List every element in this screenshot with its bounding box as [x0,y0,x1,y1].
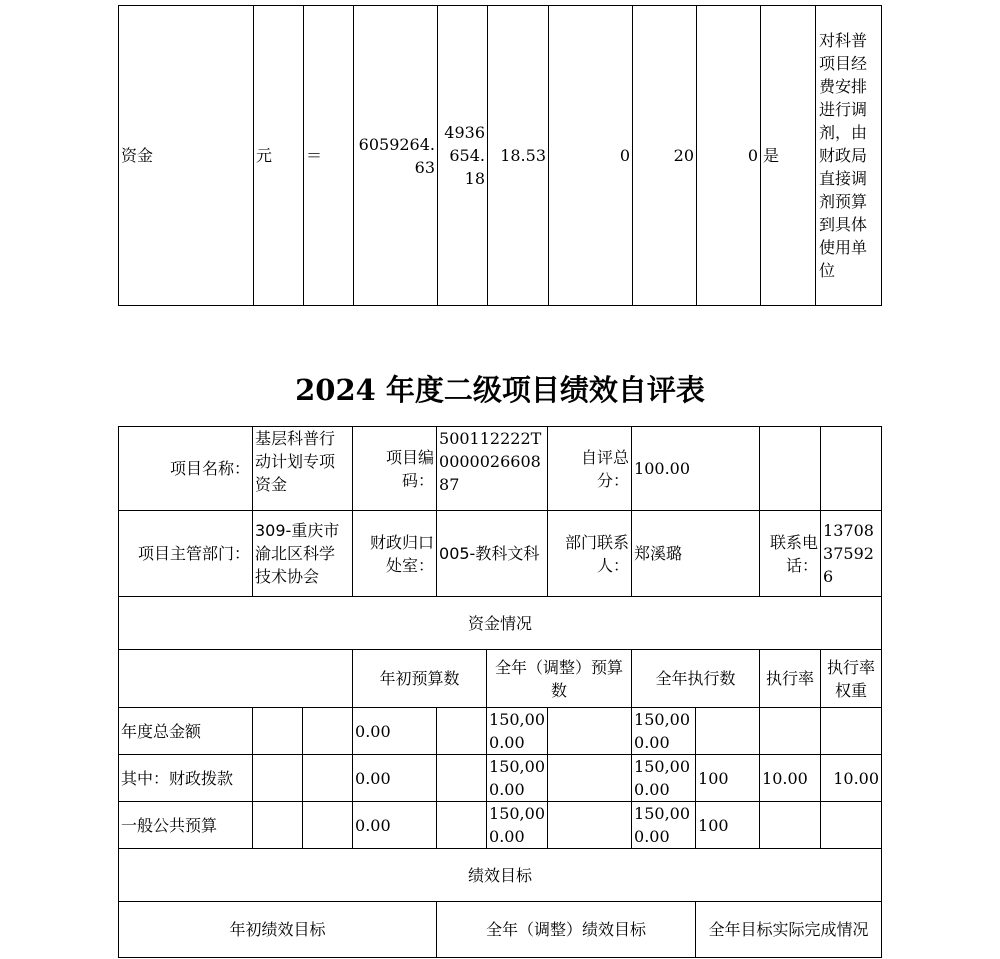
performance-section-title: 绩效目标 [119,849,882,902]
table-row [119,6,882,306]
contact-name: 郑溪璐 [632,511,760,597]
project-code-label: 项目编码： [353,427,437,511]
header-adjusted-budget: 全年（调整）预算数 [487,650,632,708]
exec-score-value: 10.00 [821,755,882,802]
table-row [119,849,882,902]
empty-cell [548,708,632,755]
finance-office: 005-教科文科 [437,511,548,597]
empty-cell [548,802,632,849]
exec-rate-value [696,708,760,755]
adjusted-budget-value: 150,000.00 [487,802,548,849]
actual-completion-header: 全年目标实际完成情况 [696,902,882,958]
funds-section-title: 资金情况 [119,597,882,650]
target-value: 6059264.63 [354,6,438,306]
phone-number: 13708375926 [821,511,882,597]
initial-budget-value: 0.00 [353,708,437,755]
table-row [119,427,882,511]
adjusted-budget-value: 150,000.00 [487,755,548,802]
header-exec-weight: 执行率权重 [821,650,882,708]
flag-value: 是 [761,6,816,306]
self-score: 100.00 [632,427,760,511]
table-row [119,755,882,802]
project-name-label: 项目名称： [119,427,253,511]
indicator-table [118,5,882,306]
dept-name: 309-重庆市渝北区科学技术协会 [253,511,353,597]
empty-cell [821,427,882,511]
executed-value: 150,000.00 [632,755,696,802]
weight-value: 18.53 [488,6,549,306]
initial-goal-header: 年初绩效目标 [119,902,437,958]
deviation-note: 对科普项目经费安排进行调剂，由财政局直接调剂预算到具体使用单位 [816,6,882,306]
empty-cell [253,708,303,755]
table-row [119,802,882,849]
header-exec-rate: 执行率 [760,650,821,708]
table-row [119,708,882,755]
table-row [119,902,882,958]
empty-cell [303,802,353,849]
exec-rate-value: 100 [696,802,760,849]
empty-cell [303,708,353,755]
project-code: 500112222T000002660887 [437,427,548,511]
empty-cell [303,755,353,802]
self-score-label: 自评总分： [548,427,632,511]
dept-label: 项目主管部门： [119,511,253,597]
indicator-name: 资金 [119,6,254,306]
empty-cell [760,427,821,511]
executed-value: 150,000.00 [632,708,696,755]
contact-label: 部门联系人： [548,511,632,597]
fund-row-label: 一般公共预算 [119,802,253,849]
adjusted-budget-value: 150,000.00 [487,708,548,755]
initial-budget-value: 0.00 [353,802,437,849]
deduction-value: 20 [633,6,697,306]
extra-value: 0 [697,6,761,306]
page-title: 2024 年度二级项目绩效自评表 [295,373,705,407]
exec-score-value [821,802,882,849]
indicator-unit: 元 [254,6,304,306]
actual-value: 4936654.18 [438,6,488,306]
evaluation-table [118,426,882,958]
phone-label: 联系电话： [760,511,821,597]
exec-weight-value [760,802,821,849]
exec-weight-value [760,708,821,755]
table-row [119,597,882,650]
exec-rate-value: 100 [696,755,760,802]
table-row [119,511,882,597]
empty-cell [253,755,303,802]
table-row [119,650,882,708]
empty-cell [437,755,487,802]
empty-cell [119,650,353,708]
empty-cell [437,708,487,755]
header-initial-budget: 年初预算数 [353,650,487,708]
initial-budget-value: 0.00 [353,755,437,802]
finance-office-label: 财政归口处室： [353,511,437,597]
fund-row-label: 年度总金额 [119,708,253,755]
indicator-operator: ＝ [304,6,354,306]
executed-value: 150,000.00 [632,802,696,849]
header-execution: 全年执行数 [632,650,760,708]
exec-weight-value: 10.00 [760,755,821,802]
score-value: 0 [549,6,633,306]
empty-cell [437,802,487,849]
exec-score-value [821,708,882,755]
empty-cell [548,755,632,802]
project-name: 基层科普行动计划专项资金 [253,427,353,511]
empty-cell [253,802,303,849]
fund-row-label: 其中：财政拨款 [119,755,253,802]
adjusted-goal-header: 全年（调整）绩效目标 [437,902,696,958]
